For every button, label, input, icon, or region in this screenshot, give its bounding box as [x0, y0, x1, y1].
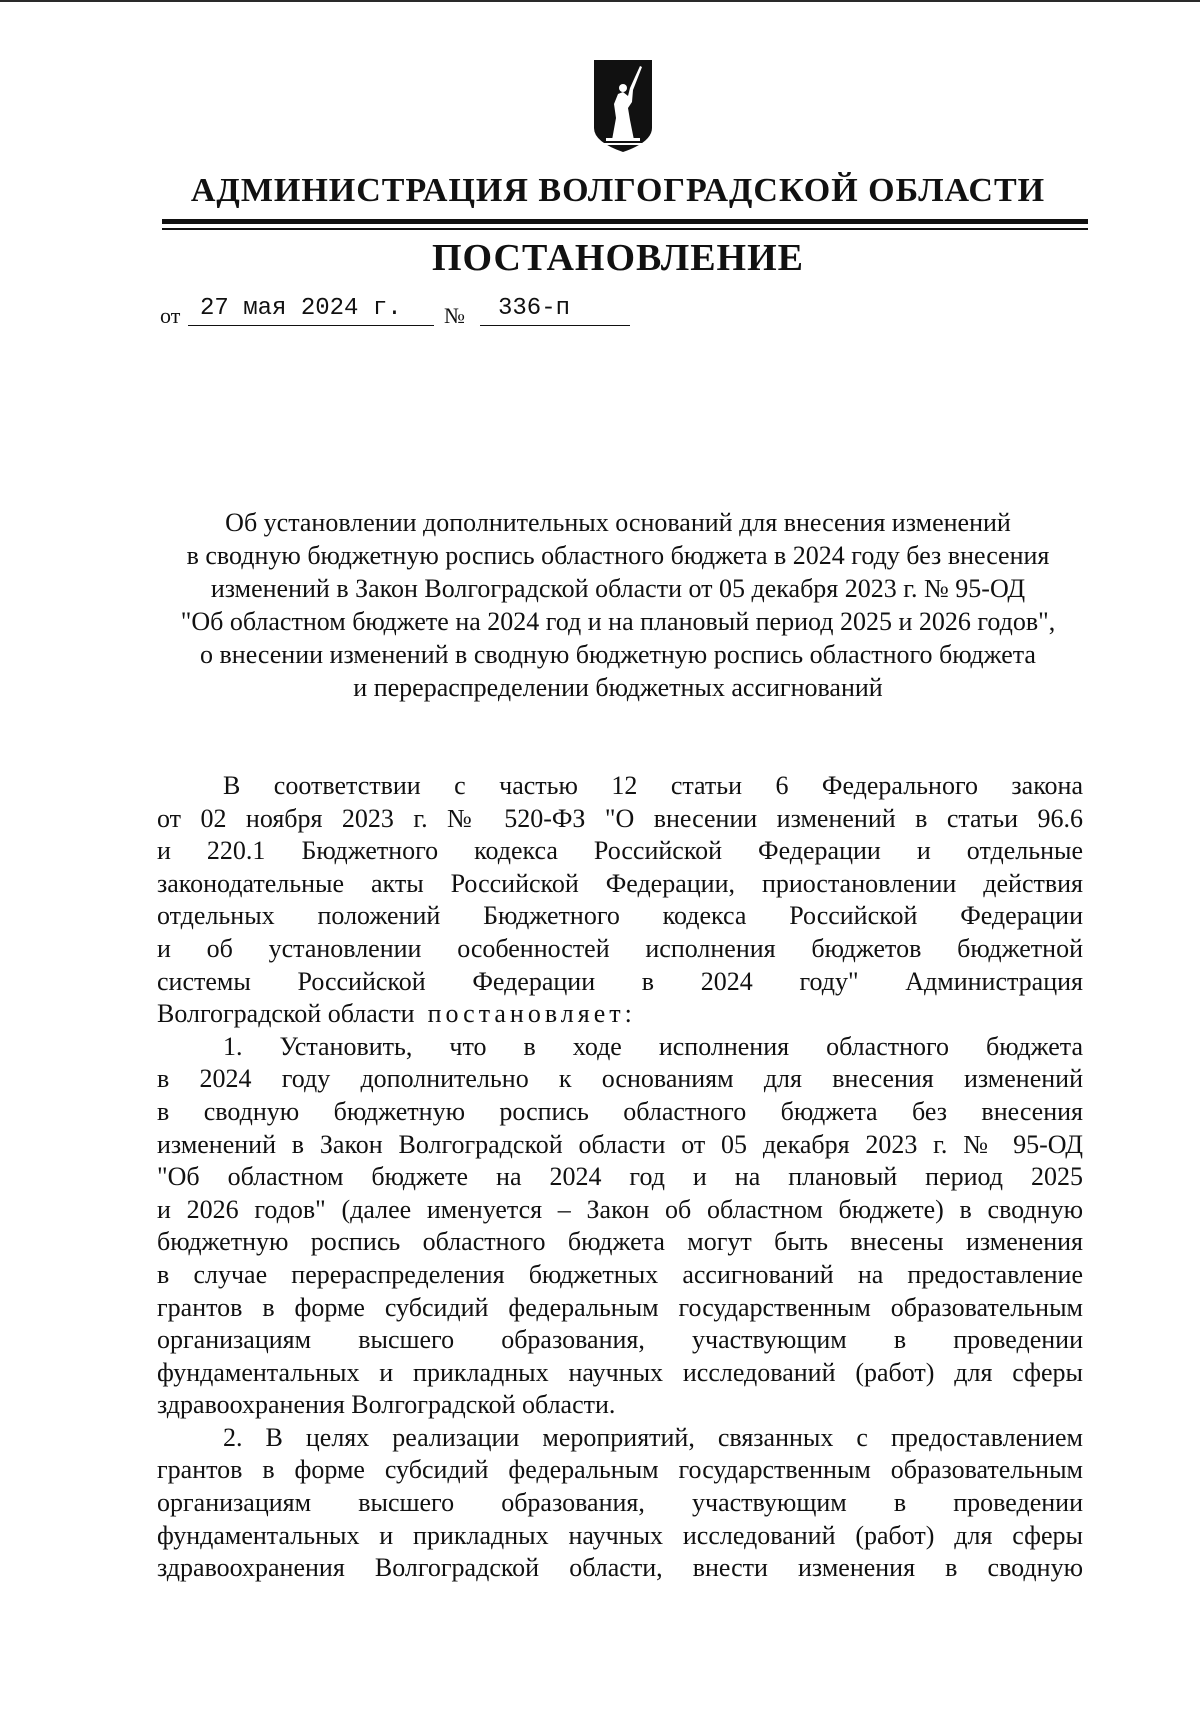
- date-from-label: от: [160, 303, 181, 328]
- body-line: от 02 ноября 2023 г. № 520-ФЗ "О внесении изменений в статьи 96.6: [157, 803, 1083, 833]
- organization-title: АДМИНИСТРАЦИЯ ВОЛГОГРАДСКОЙ ОБЛАСТИ: [190, 172, 1046, 209]
- body-line: здравоохранения Волгоградской области.: [157, 1390, 616, 1420]
- body-line: организациям высшего образования, участвующим в проведении: [157, 1488, 1083, 1518]
- body-line: в 2024 году дополнительно к основаниям для внесения изменений: [157, 1064, 1083, 1094]
- body-line: и об установлении особенностей исполнения бюджетов бюджетной: [157, 933, 1083, 963]
- body-line: фундаментальных и прикладных научных исследований (работ) для сферы: [157, 1520, 1083, 1550]
- body-line: 1. Установить, что в ходе исполнения областного бюджета: [223, 1031, 1083, 1061]
- body-line: бюджетную роспись областного бюджета могут быть внесены изменения: [157, 1227, 1083, 1257]
- body-line: в случае перераспределения бюджетных ассигнований на предоставление: [157, 1259, 1083, 1289]
- clause-2: [157, 1422, 1083, 1585]
- heading-line: в сводную бюджетную роспись областного бюджета в 2024 году без внесения: [186, 541, 1050, 570]
- preamble-paragraph: [157, 770, 1083, 1031]
- body-line: и 2026 годов" (далее именуется – Закон об областном бюджете) в сводную: [157, 1194, 1083, 1224]
- document-heading: [150, 506, 1086, 704]
- document-type-title: ПОСТАНОВЛЕНИЕ: [431, 237, 805, 279]
- heading-line: о внесении изменений в сводную бюджетную роспись областного бюджета: [200, 640, 1036, 669]
- body-line: грантов в форме субсидий федеральным государственным образовательным: [157, 1292, 1083, 1322]
- body-line: 2. В целях реализации мероприятий, связанных с предоставлением: [223, 1422, 1083, 1452]
- body-line: изменений в Закон Волгоградской области от 05 декабря 2023 г. № 95-ОД: [157, 1129, 1083, 1159]
- document-date: 27 мая 2024 г.: [188, 295, 434, 326]
- body-line: организациям высшего образования, участвующим в проведении: [157, 1325, 1083, 1355]
- body-line: [157, 998, 1083, 1031]
- document-number-label: №: [444, 303, 465, 328]
- body-line: фундаментальных и прикладных научных исследований (работ) для сферы: [157, 1357, 1083, 1387]
- dateline: [160, 295, 640, 327]
- body-line: законодательные акты Российской Федерации, приостановлении действия: [157, 868, 1083, 898]
- heading-line: "Об областном бюджете на 2024 год и на плановый период 2025 и 2026 годов",: [180, 607, 1056, 636]
- volgograd-coat-of-arms-emblem: [590, 58, 656, 154]
- scan-top-edge: [0, 0, 1200, 2]
- body-line: здравоохранения Волгоградской области, внести изменения в сводную: [157, 1553, 1083, 1583]
- body-line: системы Российской Федерации в 2024 году" Администрация: [157, 966, 1083, 996]
- body-line: и 220.1 Бюджетного кодекса Российской Федерации и отдельные: [157, 836, 1083, 866]
- body-line: в сводную бюджетную роспись областного бюджета без внесения: [157, 1096, 1083, 1126]
- header-rule-thin: [162, 228, 1088, 230]
- resolves-word: постановляет:: [427, 999, 636, 1029]
- body-line: грантов в форме субсидий федеральным государственным образовательным: [157, 1455, 1083, 1485]
- clause-1: [157, 1031, 1083, 1422]
- document-body: [157, 770, 1083, 1585]
- heading-line: Об установлении дополнительных оснований для внесения изменений: [225, 508, 1011, 537]
- body-line: В соответствии с частью 12 статьи 6 Федерального закона: [223, 771, 1083, 800]
- heading-line: и перераспределении бюджетных ассигнований: [353, 673, 883, 702]
- document-number: 336-п: [480, 295, 630, 326]
- preamble-last-text: Волгоградской области: [157, 999, 415, 1029]
- header-rule-thick: [162, 219, 1088, 224]
- heading-line: изменений в Закон Волгоградской области от 05 декабря 2023 г. № 95-ОД: [210, 574, 1026, 603]
- body-line: отдельных положений Бюджетного кодекса Российской Федерации: [157, 901, 1083, 931]
- body-line: "Об областном бюджете на 2024 год и на плановый период 2025: [157, 1162, 1083, 1192]
